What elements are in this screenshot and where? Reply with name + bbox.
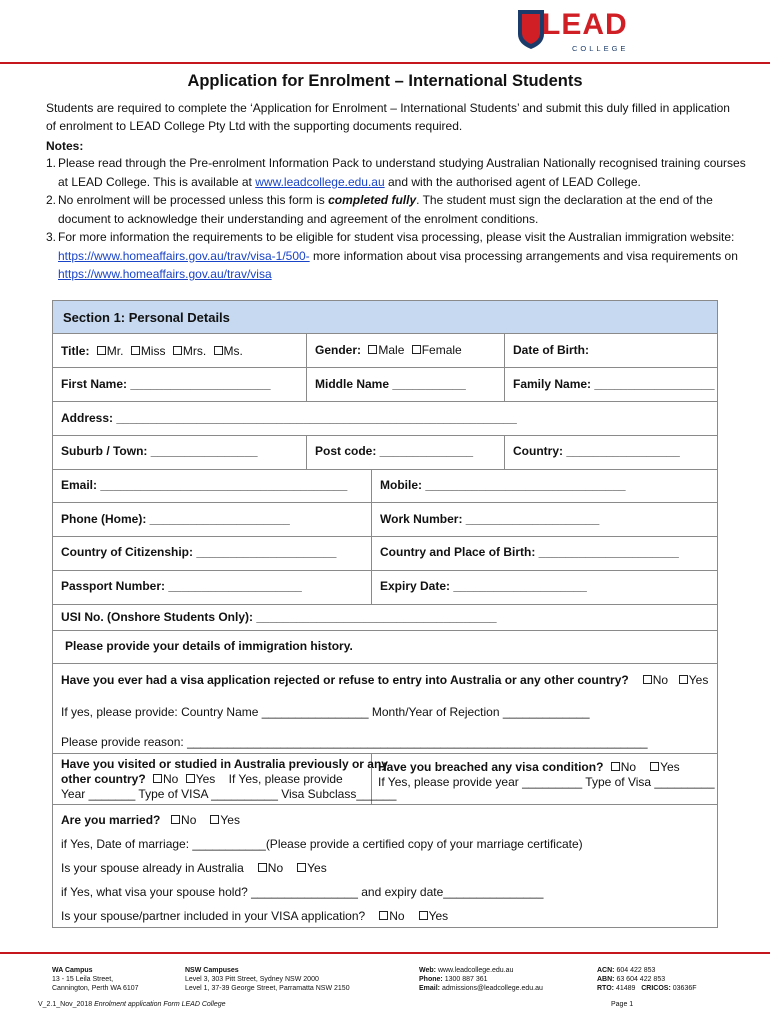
visited-yes-checkbox[interactable] bbox=[186, 774, 195, 783]
gender-female-checkbox[interactable] bbox=[412, 345, 421, 354]
footer-web-link[interactable]: www.leadcollege.edu.au bbox=[437, 967, 514, 974]
spouse-included-no-checkbox[interactable] bbox=[379, 911, 388, 920]
married-yes-checkbox[interactable] bbox=[210, 815, 219, 824]
notes-heading: Notes: bbox=[46, 139, 84, 153]
logo-subtext: COLLEGE bbox=[572, 44, 629, 53]
breached-yes-checkbox[interactable] bbox=[650, 762, 659, 771]
section-1-heading: Section 1: Personal Details bbox=[53, 301, 717, 334]
note-3: 3. For more information the requirements to be eligible for student visa processing, please visit the Australian immigration website: https://www.homeaffairs.gov.au/trav/visa-1/500- more information about visa processing arrangements and visa requirements on https://www.homeaffairs.gov.au/trav/visa bbox=[46, 230, 738, 281]
intro-paragraph: Students are required to complete the ‘Application for Enrolment – International Students’ and submit this duly filled in application of enrolment to LEAD College Pty Ltd with the supporting documents required. bbox=[46, 101, 730, 133]
visa-rejected-no-checkbox[interactable] bbox=[643, 675, 652, 684]
birthplace-field[interactable]: Country and Place of Birth: _____________________ bbox=[380, 545, 679, 559]
logo-text: LEAD bbox=[542, 8, 628, 41]
married-no-checkbox[interactable] bbox=[171, 815, 180, 824]
country-field[interactable]: Country: _________________ bbox=[513, 444, 680, 458]
footer-wa-campus: WA Campus 13 - 15 Leila Street, Cannington, Perth WA 6107 bbox=[52, 967, 139, 992]
footer-rule bbox=[0, 952, 770, 954]
gender-male-checkbox[interactable] bbox=[368, 345, 377, 354]
spouse-in-australia-question: Is your spouse already in Australia No Yes bbox=[61, 861, 327, 875]
usi-field[interactable]: USI No. (Onshore Students Only): ____________________________________ bbox=[61, 610, 497, 624]
title-miss-checkbox[interactable] bbox=[131, 346, 140, 355]
rejection-reason-field[interactable]: Please provide reason: _____________________________________________________________________ bbox=[61, 735, 648, 749]
visited-question: Have you visited or studied in Australia previously or any other country? No Yes If Yes, please provide Year _______ Type of VISA __________ Visa Subclass______ bbox=[61, 757, 397, 801]
footer-email-link[interactable]: admissions@leadcollege.edu.au bbox=[441, 985, 543, 992]
breached-question: Have you breached any visa condition? No Yes If Yes, please provide year _________ Type of Visa _________ bbox=[378, 760, 715, 789]
footer-registration: ACN: 604 422 853 ABN: 63 604 422 853 RTO: 41489 CRICOS: 03636F bbox=[597, 967, 697, 992]
suburb-field[interactable]: Suburb / Town: ________________ bbox=[61, 444, 258, 458]
title-mrs-checkbox[interactable] bbox=[173, 346, 182, 355]
lead-college-logo bbox=[516, 6, 640, 56]
notes-list bbox=[46, 154, 746, 284]
breached-no-checkbox[interactable] bbox=[611, 762, 620, 771]
spouse-aus-no-checkbox[interactable] bbox=[258, 863, 267, 872]
email-field[interactable]: Email: _____________________________________ bbox=[61, 478, 348, 492]
rejection-details-field[interactable]: If yes, please provide: Country Name ________________ Month/Year of Rejection _____________ bbox=[61, 705, 590, 719]
title-field: Title: Mr. Miss Mrs. Ms. bbox=[61, 344, 243, 358]
first-name-field[interactable]: First Name: _____________________ bbox=[61, 377, 271, 391]
family-name-field[interactable]: Family Name: __________________ bbox=[513, 377, 715, 391]
visa-rejected-yes-checkbox[interactable] bbox=[679, 675, 688, 684]
footer-nsw-campuses: NSW Campuses Level 3, 303 Pitt Street, Sydney NSW 2000 Level 1, 37-39 George Street, Parramatta NSW 2150 bbox=[185, 967, 350, 992]
page-title: Application for Enrolment – International Students bbox=[187, 72, 583, 90]
work-number-field[interactable]: Work Number: ____________________ bbox=[380, 512, 600, 526]
title-ms-checkbox[interactable] bbox=[214, 346, 223, 355]
spouse-included-question: Is your spouse/partner included in your VISA application? No Yes bbox=[61, 909, 449, 923]
spouse-visa-field[interactable]: if Yes, what visa your spouse hold? ________________ and expiry date_______________ bbox=[61, 885, 544, 899]
passport-number-field[interactable]: Passport Number: ____________________ bbox=[61, 579, 302, 593]
page-number: Page 1 bbox=[611, 1001, 634, 1008]
married-question: Are you married? No Yes bbox=[61, 813, 240, 827]
breached-details-field[interactable]: If Yes, please provide year _________ Type of Visa _________ bbox=[378, 775, 715, 789]
spouse-aus-yes-checkbox[interactable] bbox=[297, 863, 306, 872]
visited-no-checkbox[interactable] bbox=[153, 774, 162, 783]
visa-rejected-question: Have you ever had a visa application rejected or refuse to entry into Australia or any other country? No Yes bbox=[61, 673, 709, 687]
homeaffairs-visa500-link[interactable]: https://www.homeaffairs.gov.au/trav/visa-1/500- bbox=[58, 248, 310, 263]
note-2: 2. No enrolment will be processed unless this form is completed fully. The student must sign the declaration at the end of the document to acknowledge their understanding and agreement of the enrolment conditions. bbox=[46, 193, 713, 226]
mobile-field[interactable]: Mobile: ______________________________ bbox=[380, 478, 626, 492]
spouse-included-yes-checkbox[interactable] bbox=[419, 911, 428, 920]
visited-details-field[interactable]: Year _______ Type of VISA __________ Visa Subclass______ bbox=[61, 787, 397, 801]
immigration-history-heading: Please provide your details of immigration history. bbox=[65, 639, 353, 653]
emphasis-text: completed fully bbox=[328, 193, 417, 207]
leadcollege-link[interactable]: www.leadcollege.edu.au bbox=[255, 174, 385, 189]
footer-contact: Web: www.leadcollege.edu.au Phone: 1300 887 361 Email: admissions@leadcollege.edu.au bbox=[419, 967, 543, 992]
title-mr-checkbox[interactable] bbox=[97, 346, 106, 355]
middle-name-field[interactable]: Middle Name ___________ bbox=[315, 377, 466, 391]
footer-version: V_2.1_Nov_2018 Enrolment application Form LEAD College bbox=[38, 1001, 226, 1008]
homeaffairs-visa-link[interactable]: https://www.homeaffairs.gov.au/trav/visa bbox=[58, 267, 272, 281]
address-field[interactable]: Address: ____________________________________________________________ bbox=[61, 411, 517, 425]
phone-home-field[interactable]: Phone (Home): _____________________ bbox=[61, 512, 290, 526]
citizenship-field[interactable]: Country of Citizenship: _____________________ bbox=[61, 545, 337, 559]
postcode-field[interactable]: Post code: ______________ bbox=[315, 444, 474, 458]
header-rule bbox=[0, 62, 770, 64]
gender-field: Gender: Male Female bbox=[315, 343, 462, 357]
date-of-birth-field[interactable]: Date of Birth: bbox=[513, 343, 589, 357]
passport-expiry-field[interactable]: Expiry Date: ____________________ bbox=[380, 579, 587, 593]
marriage-date-field[interactable]: if Yes, Date of marriage: ___________(Please provide a certified copy of your marriage certificate) bbox=[61, 837, 583, 851]
note-1: 1. Please read through the Pre-enrolment Information Pack to understand studying Australian Nationally recognised training courses at LEAD College. This is available at www.leadcollege.edu.au and with the authorised agent of LEAD College. bbox=[46, 156, 746, 189]
personal-details-form bbox=[52, 300, 718, 928]
